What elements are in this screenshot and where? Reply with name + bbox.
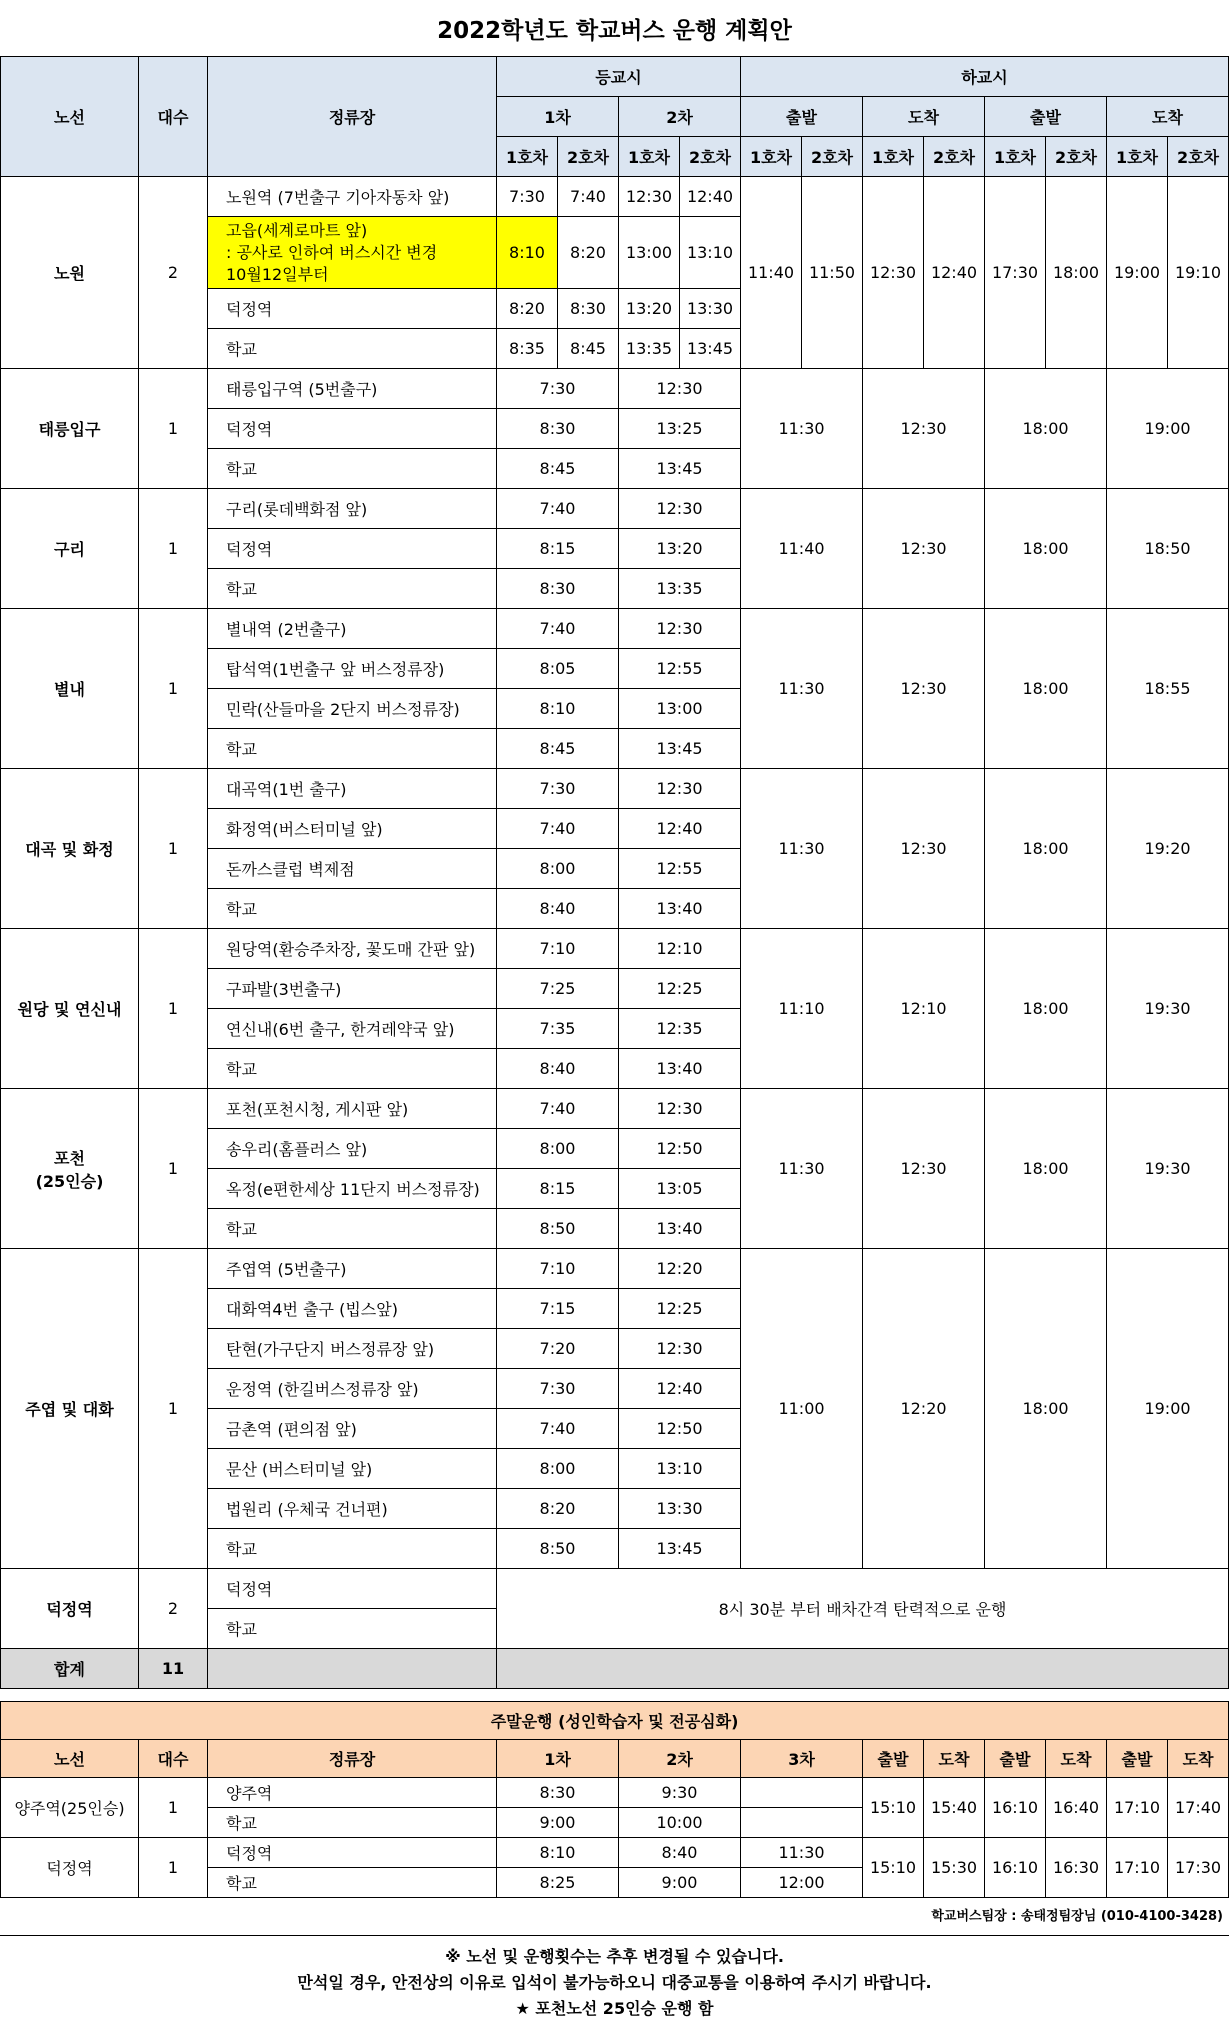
bus-count: 2 bbox=[139, 177, 208, 369]
time-cell: 11:40 bbox=[741, 177, 802, 369]
time-cell: 12:10 bbox=[619, 929, 741, 969]
time-cell: 12:30 bbox=[863, 369, 985, 489]
time-cell: 8:20 bbox=[558, 217, 619, 289]
time-cell: 7:10 bbox=[497, 929, 619, 969]
time-cell: 19:00 bbox=[1107, 1249, 1229, 1569]
stop-name: 주엽역 (5번출구) bbox=[208, 1249, 497, 1289]
stop-name: 양주역 bbox=[208, 1778, 497, 1808]
bus1-header: 1호차 bbox=[863, 137, 924, 177]
time-cell: 10:00 bbox=[619, 1808, 741, 1838]
time-cell: 13:30 bbox=[619, 1489, 741, 1529]
arrive-header: 도착 bbox=[863, 97, 985, 137]
stop-name: 구리(롯데백화점 앞) bbox=[208, 489, 497, 529]
time-cell: 18:50 bbox=[1107, 489, 1229, 609]
to-school-header: 등교시 bbox=[497, 57, 741, 97]
time-cell: 8:45 bbox=[558, 329, 619, 369]
stop-name: 포천(포천시청, 게시판 앞) bbox=[208, 1089, 497, 1129]
stop-name: 대곡역(1번 출구) bbox=[208, 769, 497, 809]
time-cell: 7:25 bbox=[497, 969, 619, 1009]
time-cell: 12:40 bbox=[619, 809, 741, 849]
trip1-header: 1차 bbox=[497, 1740, 619, 1778]
time-cell: 13:25 bbox=[619, 409, 741, 449]
time-cell: 8:15 bbox=[497, 529, 619, 569]
weekday-schedule-table bbox=[0, 56, 1229, 1689]
time-cell: 18:00 bbox=[985, 609, 1107, 769]
time-cell: 8:15 bbox=[497, 1169, 619, 1209]
stop-name: 덕정역 bbox=[208, 1569, 497, 1609]
stop-name: 운정역 (한길버스정류장 앞) bbox=[208, 1369, 497, 1409]
time-cell: 12:40 bbox=[680, 177, 741, 217]
time-cell: 7:10 bbox=[497, 1249, 619, 1289]
stop-name: 대화역4번 출구 (빕스앞) bbox=[208, 1289, 497, 1329]
stop-name: 학교 bbox=[208, 1609, 497, 1649]
routes-body bbox=[1, 369, 1229, 1569]
stop-name: 학교 bbox=[208, 889, 497, 929]
stop-name: 돈까스클럽 벽제점 bbox=[208, 849, 497, 889]
time-cell: 11:30 bbox=[741, 609, 863, 769]
time-cell: 16:10 bbox=[985, 1778, 1046, 1838]
page-title: 2022학년도 학교버스 운행 계획안 bbox=[437, 17, 792, 44]
route-header: 노선 bbox=[1, 1740, 139, 1778]
time-cell: 8:00 bbox=[497, 849, 619, 889]
stop-name: 학교 bbox=[208, 449, 497, 489]
time-cell: 8:40 bbox=[497, 1049, 619, 1089]
stop-name: 덕정역 bbox=[208, 1838, 497, 1868]
time-cell: 12:35 bbox=[619, 1009, 741, 1049]
time-cell: 13:35 bbox=[619, 329, 680, 369]
stop-name: 학교 bbox=[208, 1868, 497, 1898]
bus2-header: 2호차 bbox=[924, 137, 985, 177]
time-cell: 13:40 bbox=[619, 889, 741, 929]
time-cell: 12:40 bbox=[619, 1369, 741, 1409]
table-row bbox=[1, 369, 1229, 409]
bus-count: 1 bbox=[139, 369, 208, 489]
table-row bbox=[1, 609, 1229, 649]
stop-name: 옥정(e편한세상 11단지 버스정류장) bbox=[208, 1169, 497, 1209]
time-cell: 13:20 bbox=[619, 529, 741, 569]
time-cell: 9:00 bbox=[497, 1808, 619, 1838]
stop-name: 송우리(홈플러스 앞) bbox=[208, 1129, 497, 1169]
time-cell: 12:50 bbox=[619, 1409, 741, 1449]
stop-name: 탑석역(1번출구 앞 버스정류장) bbox=[208, 649, 497, 689]
bus1-header: 1호차 bbox=[497, 137, 558, 177]
time-cell: 19:30 bbox=[1107, 1089, 1229, 1249]
time-cell: 12:30 bbox=[619, 769, 741, 809]
time-cell: 18:00 bbox=[985, 1089, 1107, 1249]
time-cell: 13:40 bbox=[619, 1049, 741, 1089]
time-cell: 15:40 bbox=[924, 1778, 985, 1838]
table-row bbox=[1, 489, 1229, 529]
count-header: 대수 bbox=[139, 1740, 208, 1778]
empty-cell bbox=[497, 1649, 1229, 1689]
time-cell: 18:00 bbox=[985, 369, 1107, 489]
time-cell: 18:00 bbox=[985, 769, 1107, 929]
time-cell: 8:35 bbox=[497, 329, 558, 369]
time-cell: 15:10 bbox=[863, 1778, 924, 1838]
time-cell: 17:30 bbox=[985, 177, 1046, 369]
stop-name-highlighted: 고읍(세계로마트 앞) : 공사로 인하여 버스시간 변경 10월12일부터 bbox=[208, 217, 497, 289]
arrive-header: 도착 bbox=[1168, 1740, 1229, 1778]
time-cell: 8:30 bbox=[558, 289, 619, 329]
table-row bbox=[1, 929, 1229, 969]
time-cell: 7:35 bbox=[497, 1009, 619, 1049]
route-name: 덕정역 bbox=[1, 1838, 139, 1898]
bus2-header: 2호차 bbox=[1046, 137, 1107, 177]
time-cell: 8:45 bbox=[497, 449, 619, 489]
bus-count: 1 bbox=[139, 489, 208, 609]
time-cell: 13:35 bbox=[619, 569, 741, 609]
time-cell: 8:30 bbox=[497, 1778, 619, 1808]
time-cell: 11:30 bbox=[741, 1089, 863, 1249]
time-cell: 7:15 bbox=[497, 1289, 619, 1329]
time-cell: 12:30 bbox=[619, 609, 741, 649]
route-name: 별내 bbox=[1, 609, 139, 769]
route-name: 대곡 및 화정 bbox=[1, 769, 139, 929]
note-line: ★ 포천노선 25인승 운행 함 bbox=[515, 1999, 714, 2018]
time-cell bbox=[741, 1778, 863, 1808]
time-cell: 12:30 bbox=[863, 489, 985, 609]
time-cell: 12:10 bbox=[863, 929, 985, 1089]
stop-name: 금촌역 (편의점 앞) bbox=[208, 1409, 497, 1449]
stop-name: 태릉입구역 (5번출구) bbox=[208, 369, 497, 409]
count-header: 대수 bbox=[139, 57, 208, 177]
time-cell: 8:20 bbox=[497, 1489, 619, 1529]
stop-header: 정류장 bbox=[208, 57, 497, 177]
stop-name: 별내역 (2번출구) bbox=[208, 609, 497, 649]
contact-info: 학교버스팀장 : 송태정팀장님 (010-4100-3428) bbox=[931, 1909, 1223, 1924]
time-cell: 12:30 bbox=[619, 489, 741, 529]
depart-header: 출발 bbox=[985, 1740, 1046, 1778]
total-label: 합계 bbox=[1, 1649, 139, 1689]
stop-name: 학교 bbox=[208, 1209, 497, 1249]
time-cell: 8:10 bbox=[497, 1838, 619, 1868]
time-cell: 12:30 bbox=[619, 1089, 741, 1129]
time-cell: 12:25 bbox=[619, 969, 741, 1009]
route-name: 원당 및 연신내 bbox=[1, 929, 139, 1089]
time-cell: 15:10 bbox=[863, 1838, 924, 1898]
table-row bbox=[1, 1089, 1229, 1129]
time-cell: 7:20 bbox=[497, 1329, 619, 1369]
bus-count: 1 bbox=[139, 929, 208, 1089]
time-cell: 7:30 bbox=[497, 177, 558, 217]
bus-count: 1 bbox=[139, 1089, 208, 1249]
table-row bbox=[1, 1838, 1229, 1868]
stop-name: 원당역(환승주차장, 꽃도매 간판 앞) bbox=[208, 929, 497, 969]
stop-name: 학교 bbox=[208, 569, 497, 609]
bus-count: 1 bbox=[139, 769, 208, 929]
bus-count: 1 bbox=[139, 609, 208, 769]
time-cell: 19:00 bbox=[1107, 369, 1229, 489]
route-header: 노선 bbox=[1, 57, 139, 177]
bus2-header: 2호차 bbox=[802, 137, 863, 177]
total-row bbox=[1, 1649, 1229, 1689]
time-cell: 18:55 bbox=[1107, 609, 1229, 769]
trip1-header: 1차 bbox=[497, 97, 619, 137]
time-cell: 7:40 bbox=[497, 1089, 619, 1129]
table-row bbox=[1, 1778, 1229, 1808]
time-cell: 18:00 bbox=[1046, 177, 1107, 369]
time-cell: 12:25 bbox=[619, 1289, 741, 1329]
table-row bbox=[1, 177, 1229, 217]
time-cell: 13:45 bbox=[619, 449, 741, 489]
time-cell: 8:00 bbox=[497, 1449, 619, 1489]
time-cell: 8:40 bbox=[497, 889, 619, 929]
bus-count: 1 bbox=[139, 1838, 208, 1898]
time-cell: 8:30 bbox=[497, 569, 619, 609]
time-cell: 12:20 bbox=[863, 1249, 985, 1569]
trip2-header: 2차 bbox=[619, 1740, 741, 1778]
weekend-body bbox=[1, 1778, 1229, 1898]
time-cell: 13:00 bbox=[619, 689, 741, 729]
arrive-header: 도착 bbox=[924, 1740, 985, 1778]
weekend-title: 주말운행 (성인학습자 및 전공심화) bbox=[1, 1702, 1229, 1740]
time-cell: 16:10 bbox=[985, 1838, 1046, 1898]
time-cell: 12:30 bbox=[619, 177, 680, 217]
time-cell: 12:55 bbox=[619, 649, 741, 689]
depart-header: 출발 bbox=[863, 1740, 924, 1778]
time-cell: 13:10 bbox=[619, 1449, 741, 1489]
time-cell: 12:30 bbox=[619, 1329, 741, 1369]
time-cell: 11:50 bbox=[802, 177, 863, 369]
stop-name: 법원리 (우체국 건너편) bbox=[208, 1489, 497, 1529]
time-cell: 11:30 bbox=[741, 769, 863, 929]
time-cell: 13:45 bbox=[680, 329, 741, 369]
time-cell: 7:30 bbox=[497, 369, 619, 409]
time-cell: 12:30 bbox=[619, 369, 741, 409]
stop-name: 탄현(가구단지 버스정류장 앞) bbox=[208, 1329, 497, 1369]
route-name: 주엽 및 대화 bbox=[1, 1249, 139, 1569]
trip2-header: 2차 bbox=[619, 97, 741, 137]
time-cell: 16:30 bbox=[1046, 1838, 1107, 1898]
time-cell: 13:40 bbox=[619, 1209, 741, 1249]
time-cell: 7:30 bbox=[497, 769, 619, 809]
note-line: 만석일 경우, 안전상의 이유로 입석이 불가능하오니 대중교통을 이용하여 주시기 바랍니다. bbox=[297, 1973, 932, 1992]
stop-name: 연신내(6번 출구, 한겨레약국 앞) bbox=[208, 1009, 497, 1049]
time-cell: 17:40 bbox=[1168, 1778, 1229, 1838]
time-cell: 17:10 bbox=[1107, 1778, 1168, 1838]
time-cell: 8:10 bbox=[497, 689, 619, 729]
depart-header: 출발 bbox=[1107, 1740, 1168, 1778]
flexible-operation-note: 8시 30분 부터 배차간격 탄력적으로 운행 bbox=[497, 1569, 1229, 1649]
time-cell: 18:00 bbox=[985, 489, 1107, 609]
time-cell: 7:40 bbox=[497, 1409, 619, 1449]
time-cell: 8:50 bbox=[497, 1209, 619, 1249]
time-cell: 19:20 bbox=[1107, 769, 1229, 929]
spacer bbox=[0, 1689, 1229, 1701]
time-cell: 12:40 bbox=[924, 177, 985, 369]
stop-name: 덕정역 bbox=[208, 289, 497, 329]
stop-name: 학교 bbox=[208, 1808, 497, 1838]
time-cell: 16:40 bbox=[1046, 1778, 1107, 1838]
weekend-schedule-table bbox=[0, 1701, 1229, 1898]
stop-name: 문산 (버스터미널 앞) bbox=[208, 1449, 497, 1489]
stop-name: 화정역(버스터미널 앞) bbox=[208, 809, 497, 849]
note-line: ※ 노선 및 운행횟수는 추후 변경될 수 있습니다. bbox=[445, 1947, 784, 1966]
time-cell: 13:00 bbox=[619, 217, 680, 289]
route-name: 구리 bbox=[1, 489, 139, 609]
time-cell: 12:30 bbox=[863, 1089, 985, 1249]
time-cell: 13:05 bbox=[619, 1169, 741, 1209]
time-cell: 13:10 bbox=[680, 217, 741, 289]
time-cell-highlighted: 8:10 bbox=[497, 217, 558, 289]
time-cell: 12:30 bbox=[863, 609, 985, 769]
bus1-header: 1호차 bbox=[1107, 137, 1168, 177]
time-cell: 11:40 bbox=[741, 489, 863, 609]
time-cell: 9:00 bbox=[619, 1868, 741, 1898]
stop-name: 덕정역 bbox=[208, 529, 497, 569]
empty-cell bbox=[208, 1649, 497, 1689]
from-school-header: 하교시 bbox=[741, 57, 1229, 97]
bus-count: 1 bbox=[139, 1778, 208, 1838]
stop-name: 학교 bbox=[208, 729, 497, 769]
depart-header: 출발 bbox=[741, 97, 863, 137]
stop-name: 학교 bbox=[208, 1529, 497, 1569]
bus1-header: 1호차 bbox=[619, 137, 680, 177]
time-cell: 12:00 bbox=[741, 1868, 863, 1898]
route-name: 덕정역 bbox=[1, 1569, 139, 1649]
time-cell: 8:00 bbox=[497, 1129, 619, 1169]
table-row bbox=[1, 769, 1229, 809]
time-cell: 13:45 bbox=[619, 729, 741, 769]
table-row bbox=[1, 1569, 1229, 1609]
bus-count: 2 bbox=[139, 1569, 208, 1649]
bus1-header: 1호차 bbox=[741, 137, 802, 177]
time-cell: 11:10 bbox=[741, 929, 863, 1089]
time-cell: 19:00 bbox=[1107, 177, 1168, 369]
time-cell: 8:50 bbox=[497, 1529, 619, 1569]
time-cell: 8:40 bbox=[619, 1838, 741, 1868]
stop-name: 구파발(3번출구) bbox=[208, 969, 497, 1009]
route-name: 포천 (25인승) bbox=[1, 1089, 139, 1249]
time-cell: 11:00 bbox=[741, 1249, 863, 1569]
time-cell: 7:40 bbox=[497, 609, 619, 649]
trip3-header: 3차 bbox=[741, 1740, 863, 1778]
time-cell: 13:20 bbox=[619, 289, 680, 329]
stop-name: 학교 bbox=[208, 329, 497, 369]
stop-name: 노원역 (7번출구 기아자동차 앞) bbox=[208, 177, 497, 217]
stop-name: 학교 bbox=[208, 1049, 497, 1089]
notes bbox=[0, 1935, 1229, 2022]
stop-header: 정류장 bbox=[208, 1740, 497, 1778]
time-cell: 17:30 bbox=[1168, 1838, 1229, 1898]
bus2-header: 2호차 bbox=[1168, 137, 1229, 177]
bus1-header: 1호차 bbox=[985, 137, 1046, 177]
bus-count: 1 bbox=[139, 1249, 208, 1569]
depart-header: 출발 bbox=[985, 97, 1107, 137]
time-cell: 19:30 bbox=[1107, 929, 1229, 1089]
time-cell: 12:55 bbox=[619, 849, 741, 889]
route-name: 양주역(25인승) bbox=[1, 1778, 139, 1838]
time-cell: 8:45 bbox=[497, 729, 619, 769]
time-cell: 8:05 bbox=[497, 649, 619, 689]
time-cell: 9:30 bbox=[619, 1778, 741, 1808]
arrive-header: 도착 bbox=[1107, 97, 1229, 137]
time-cell: 11:30 bbox=[741, 1838, 863, 1868]
bus2-header: 2호차 bbox=[680, 137, 741, 177]
time-cell: 15:30 bbox=[924, 1838, 985, 1898]
time-cell: 8:20 bbox=[497, 289, 558, 329]
route-name: 노원 bbox=[1, 177, 139, 369]
time-cell: 7:40 bbox=[558, 177, 619, 217]
table-row bbox=[1, 1249, 1229, 1289]
arrive-header: 도착 bbox=[1046, 1740, 1107, 1778]
time-cell: 18:00 bbox=[985, 1249, 1107, 1569]
time-cell: 12:20 bbox=[619, 1249, 741, 1289]
time-cell: 13:30 bbox=[680, 289, 741, 329]
time-cell: 7:30 bbox=[497, 1369, 619, 1409]
stop-name: 민락(산들마을 2단지 버스정류장) bbox=[208, 689, 497, 729]
time-cell: 11:30 bbox=[741, 369, 863, 489]
time-cell: 7:40 bbox=[497, 489, 619, 529]
total-count: 11 bbox=[139, 1649, 208, 1689]
time-cell: 13:45 bbox=[619, 1529, 741, 1569]
time-cell: 8:25 bbox=[497, 1868, 619, 1898]
route-name: 태릉입구 bbox=[1, 369, 139, 489]
time-cell: 12:30 bbox=[863, 177, 924, 369]
time-cell: 19:10 bbox=[1168, 177, 1229, 369]
time-cell: 8:30 bbox=[497, 409, 619, 449]
time-cell: 7:40 bbox=[497, 809, 619, 849]
bus2-header: 2호차 bbox=[558, 137, 619, 177]
time-cell: 12:30 bbox=[863, 769, 985, 929]
stop-name: 덕정역 bbox=[208, 409, 497, 449]
time-cell: 17:10 bbox=[1107, 1838, 1168, 1898]
time-cell: 18:00 bbox=[985, 929, 1107, 1089]
time-cell: 12:50 bbox=[619, 1129, 741, 1169]
time-cell bbox=[741, 1808, 863, 1838]
